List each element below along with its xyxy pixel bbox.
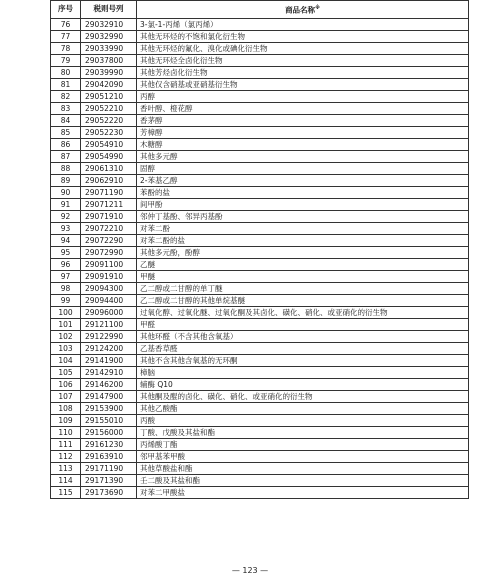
row-seq: 105 (51, 366, 81, 378)
row-seq: 103 (51, 342, 81, 354)
table-row (51, 78, 469, 90)
table-row (51, 438, 469, 450)
row-name: 其他无环烃的氟化、溴化或碘化衍生物 (137, 42, 469, 54)
row-seq: 89 (51, 174, 81, 186)
table-header (51, 1, 469, 19)
table-row (51, 486, 469, 498)
table-row (51, 186, 469, 198)
row-name: 丁酸、戊酸及其盐和酯 (137, 426, 469, 438)
header-name (137, 1, 469, 19)
table-body (51, 18, 469, 498)
row-name: 其他无环烃的不饱和氯化衍生物 (137, 30, 469, 42)
row-seq: 80 (51, 66, 81, 78)
row-code: 29091100 (81, 258, 137, 270)
row-seq: 114 (51, 474, 81, 486)
row-name: 丙酸 (137, 414, 469, 426)
table-row (51, 42, 469, 54)
table-row (51, 162, 469, 174)
row-code: 29042090 (81, 78, 137, 90)
row-seq: 86 (51, 138, 81, 150)
row-code: 29121100 (81, 318, 137, 330)
row-code: 29054910 (81, 138, 137, 150)
row-name: 苯酚的盐 (137, 186, 469, 198)
row-seq: 104 (51, 354, 81, 366)
row-code: 29156000 (81, 426, 137, 438)
row-name: 乙基香草醛 (137, 342, 469, 354)
row-name: 其他多元酚，酚醇 (137, 246, 469, 258)
row-name: 乙二醇或二甘醇的其他单烷基醚 (137, 294, 469, 306)
table-row (51, 30, 469, 42)
row-code: 29052230 (81, 126, 137, 138)
table-row (51, 150, 469, 162)
row-seq: 82 (51, 90, 81, 102)
row-code: 29122990 (81, 330, 137, 342)
row-code: 29061310 (81, 162, 137, 174)
row-name: 丙烯酸丁酯 (137, 438, 469, 450)
row-seq: 94 (51, 234, 81, 246)
row-seq: 100 (51, 306, 81, 318)
row-seq: 87 (51, 150, 81, 162)
row-code: 29071211 (81, 198, 137, 210)
row-seq: 77 (51, 30, 81, 42)
row-code: 29072990 (81, 246, 137, 258)
row-code: 29147900 (81, 390, 137, 402)
table-row (51, 342, 469, 354)
table-row (51, 426, 469, 438)
row-name: 木糖醇 (137, 138, 469, 150)
row-code: 29032990 (81, 30, 137, 42)
row-seq: 84 (51, 114, 81, 126)
row-name: 樟脑 (137, 366, 469, 378)
row-code: 29094300 (81, 282, 137, 294)
row-code: 29146200 (81, 378, 137, 390)
row-seq: 99 (51, 294, 81, 306)
row-name: 其他仅含硝基或亚硝基衍生物 (137, 78, 469, 90)
row-seq: 107 (51, 390, 81, 402)
row-code: 29171190 (81, 462, 137, 474)
table-row (51, 174, 469, 186)
row-code: 29173690 (81, 486, 137, 498)
row-code: 29052220 (81, 114, 137, 126)
table-row (51, 474, 469, 486)
row-name: 3-氯-1-丙烯（氯丙烯） (137, 18, 469, 30)
row-name: 芳樟醇 (137, 126, 469, 138)
row-name: 固醇 (137, 162, 469, 174)
row-seq: 96 (51, 258, 81, 270)
table-row (51, 330, 469, 342)
row-name: 丙醇 (137, 90, 469, 102)
row-seq: 85 (51, 126, 81, 138)
row-seq: 76 (51, 18, 81, 30)
row-code: 29071910 (81, 210, 137, 222)
table-row (51, 18, 469, 30)
row-code: 29094400 (81, 294, 137, 306)
row-seq: 115 (51, 486, 81, 498)
row-code: 29051210 (81, 90, 137, 102)
row-name: 其他无环烃全卤化衍生物 (137, 54, 469, 66)
row-name: 其他酮及醌的卤化、磺化、硝化、或亚硝化的衍生物 (137, 390, 469, 402)
row-code: 29155010 (81, 414, 137, 426)
row-seq: 108 (51, 402, 81, 414)
row-code: 29054990 (81, 150, 137, 162)
row-name: 其他乙酸酯 (137, 402, 469, 414)
row-seq: 81 (51, 78, 81, 90)
row-name: 香叶醇、橙花醇 (137, 102, 469, 114)
row-name: 乙醚 (137, 258, 469, 270)
row-seq: 79 (51, 54, 81, 66)
row-name: 对苯二酚 (137, 222, 469, 234)
table-row (51, 222, 469, 234)
row-name: 过氧化醇、过氧化醚、过氧化酮及其卤化、磺化、硝化、或亚硝化的衍生物 (137, 306, 469, 318)
row-code: 29032910 (81, 18, 137, 30)
table-row (51, 246, 469, 258)
header-row (51, 1, 469, 19)
table-row (51, 402, 469, 414)
row-code: 29052210 (81, 102, 137, 114)
table-row (51, 306, 469, 318)
table-row (51, 354, 469, 366)
row-name: 对苯二甲酸盐 (137, 486, 469, 498)
page-number: — 123 — (231, 566, 269, 575)
row-name: 邻甲基苯甲酸 (137, 450, 469, 462)
row-seq: 113 (51, 462, 81, 474)
row-seq: 88 (51, 162, 81, 174)
header-code: 税则号列 (81, 1, 137, 19)
row-code: 29039990 (81, 66, 137, 78)
table-row (51, 270, 469, 282)
row-seq: 109 (51, 414, 81, 426)
row-code: 29071190 (81, 186, 137, 198)
row-code: 29091910 (81, 270, 137, 282)
row-seq: 111 (51, 438, 81, 450)
row-seq: 101 (51, 318, 81, 330)
table-row (51, 294, 469, 306)
row-code: 29033990 (81, 42, 137, 54)
row-code: 29141900 (81, 354, 137, 366)
table-row (51, 90, 469, 102)
table-row (51, 234, 469, 246)
row-seq: 91 (51, 198, 81, 210)
table-row (51, 198, 469, 210)
table-row (51, 390, 469, 402)
row-name: 其他草酸盐和酯 (137, 462, 469, 474)
row-name: 2-苯基乙醇 (137, 174, 469, 186)
row-code: 29124200 (81, 342, 137, 354)
row-name: 辅酶 Q10 (137, 378, 469, 390)
row-name: 其他多元醇 (137, 150, 469, 162)
row-code: 29142910 (81, 366, 137, 378)
row-name: 对苯二酚的盐 (137, 234, 469, 246)
header-name-note: ※ (315, 5, 320, 11)
row-seq: 106 (51, 378, 81, 390)
row-code: 29163910 (81, 450, 137, 462)
header-name-label: 商品名称 (285, 5, 316, 15)
row-name: 间甲酚 (137, 198, 469, 210)
row-seq: 98 (51, 282, 81, 294)
row-code: 29161230 (81, 438, 137, 450)
row-name: 其他不含其他含氧基的无环酮 (137, 354, 469, 366)
table-row (51, 126, 469, 138)
row-name: 壬二酸及其盐和酯 (137, 474, 469, 486)
table-row (51, 414, 469, 426)
row-seq: 110 (51, 426, 81, 438)
row-seq: 93 (51, 222, 81, 234)
row-seq: 95 (51, 246, 81, 258)
row-seq: 83 (51, 102, 81, 114)
row-seq: 112 (51, 450, 81, 462)
row-code: 29171390 (81, 474, 137, 486)
row-code: 29072290 (81, 234, 137, 246)
table-row (51, 102, 469, 114)
table-row (51, 54, 469, 66)
table-row (51, 462, 469, 474)
tariff-table (50, 0, 469, 499)
row-name: 其他芳烃卤化衍生物 (137, 66, 469, 78)
row-name: 香茅醇 (137, 114, 469, 126)
row-code: 29153900 (81, 402, 137, 414)
row-code: 29037800 (81, 54, 137, 66)
table-row (51, 450, 469, 462)
row-code: 29062910 (81, 174, 137, 186)
row-name: 其他环醛（不含其他含氧基） (137, 330, 469, 342)
row-name: 邻仲丁基酚、邻异丙基酚 (137, 210, 469, 222)
row-code: 29096000 (81, 306, 137, 318)
row-seq: 78 (51, 42, 81, 54)
table-row (51, 138, 469, 150)
table-row (51, 114, 469, 126)
header-seq: 序号 (51, 1, 81, 19)
table-row (51, 378, 469, 390)
table-row (51, 258, 469, 270)
table-row (51, 66, 469, 78)
row-seq: 97 (51, 270, 81, 282)
table-row (51, 366, 469, 378)
row-name: 乙二醇或二甘醇的单丁醚 (137, 282, 469, 294)
row-name: 甲醚 (137, 270, 469, 282)
table-row (51, 318, 469, 330)
row-seq: 90 (51, 186, 81, 198)
row-name: 甲醛 (137, 318, 469, 330)
row-code: 29072210 (81, 222, 137, 234)
row-seq: 92 (51, 210, 81, 222)
row-seq: 102 (51, 330, 81, 342)
table-row (51, 282, 469, 294)
table-row (51, 210, 469, 222)
